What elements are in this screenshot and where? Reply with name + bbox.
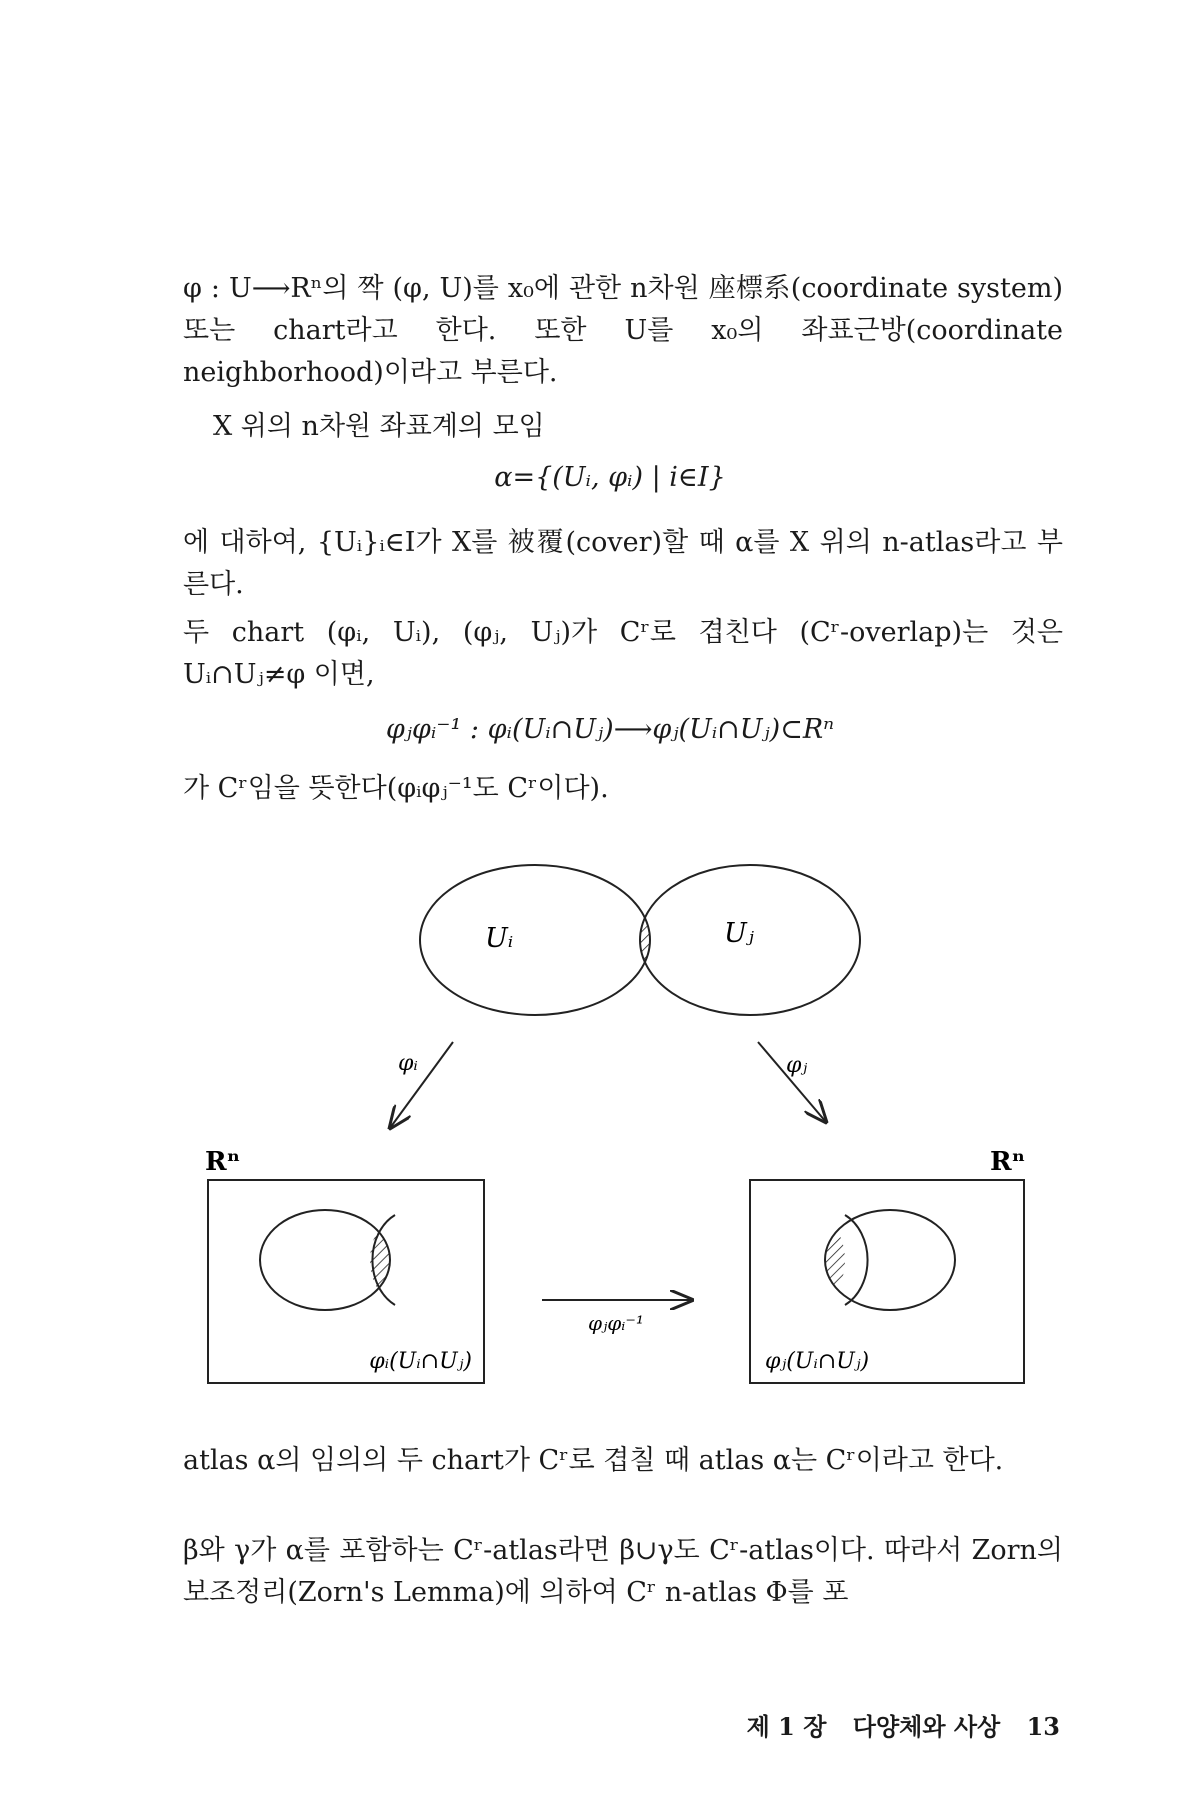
- paragraph-chart-definition: φ : U⟶Rⁿ의 짝 (φ, U)를 x₀에 관한 n차원 座標系(coordinate system) 또는 chart라고 한다. 또한 U를 x₀의 좌표근방(coordinate neighborhood)이라고 부른다.: [183, 273, 1063, 388]
- page-number: 13: [1026, 1712, 1060, 1741]
- paragraph-overlap-definition: 두 chart (φᵢ, Uᵢ), (φⱼ, Uⱼ)가 Cʳ로 겹친다 (Cʳ-overlap)는 것은 Uᵢ∩Uⱼ≠φ 이면,: [183, 617, 1063, 690]
- label-rn-left: Rⁿ: [205, 1147, 241, 1177]
- caption-phi-i-overlap: φᵢ(Uᵢ∩Uⱼ): [369, 1349, 472, 1374]
- paragraph-cr-atlas: atlas α의 임의의 두 chart가 Cʳ로 겹칠 때 atlas α는 Cʳ이라고 한다.: [183, 1445, 1004, 1476]
- paragraph-atlas-definition: 에 대하여, {Uᵢ}ᵢ∈I가 X를 被覆(cover)할 때 α를 X 위의 n-atlas라고 부른다.: [183, 527, 1063, 600]
- label-ui: Uᵢ: [485, 923, 514, 954]
- right-image-overlap: [765, 1210, 845, 1310]
- left-image-overlap: [370, 1210, 450, 1310]
- overlap-diagram: [0, 860, 1200, 1420]
- paragraph-cr-meaning: 가 Cʳ임을 뜻한다(φᵢφⱼ⁻¹도 Cʳ이다).: [183, 773, 609, 804]
- label-phi-i: φᵢ: [398, 1051, 418, 1076]
- footer-chapter: 제 1 장: [746, 1712, 827, 1741]
- right-image-overlap-arc: [845, 1215, 868, 1305]
- equation-atlas: α={(Uᵢ, φᵢ) | i∈I}: [494, 462, 726, 493]
- label-transition-map: φⱼφᵢ⁻¹: [588, 1311, 644, 1335]
- equation-transition-map: φⱼφᵢ⁻¹ : φᵢ(Uᵢ∩Uⱼ)⟶φⱼ(Uᵢ∩Uⱼ)⊂Rⁿ: [385, 714, 835, 745]
- label-phi-j: φⱼ: [786, 1053, 808, 1078]
- set-ui-ellipse: [420, 865, 650, 1015]
- page-footer: [700, 1707, 1060, 1742]
- caption-phi-j-overlap: φⱼ(Uᵢ∩Uⱼ): [765, 1349, 870, 1374]
- paragraph-coordinate-collection: X 위의 n차원 좌표계의 모임: [213, 411, 545, 442]
- label-rn-right: Rⁿ: [990, 1147, 1026, 1177]
- label-uj: Uⱼ: [724, 918, 754, 949]
- paragraph-zorn-lemma: β와 γ가 α를 포함하는 Cʳ-atlas라면 β∪γ도 Cʳ-atlas이다. 따라서 Zorn의 보조정리(Zorn's Lemma)에 의하여 Cʳ n-atlas Φ를 포: [183, 1535, 1063, 1608]
- footer-title: 다양체와 사상: [852, 1712, 1001, 1741]
